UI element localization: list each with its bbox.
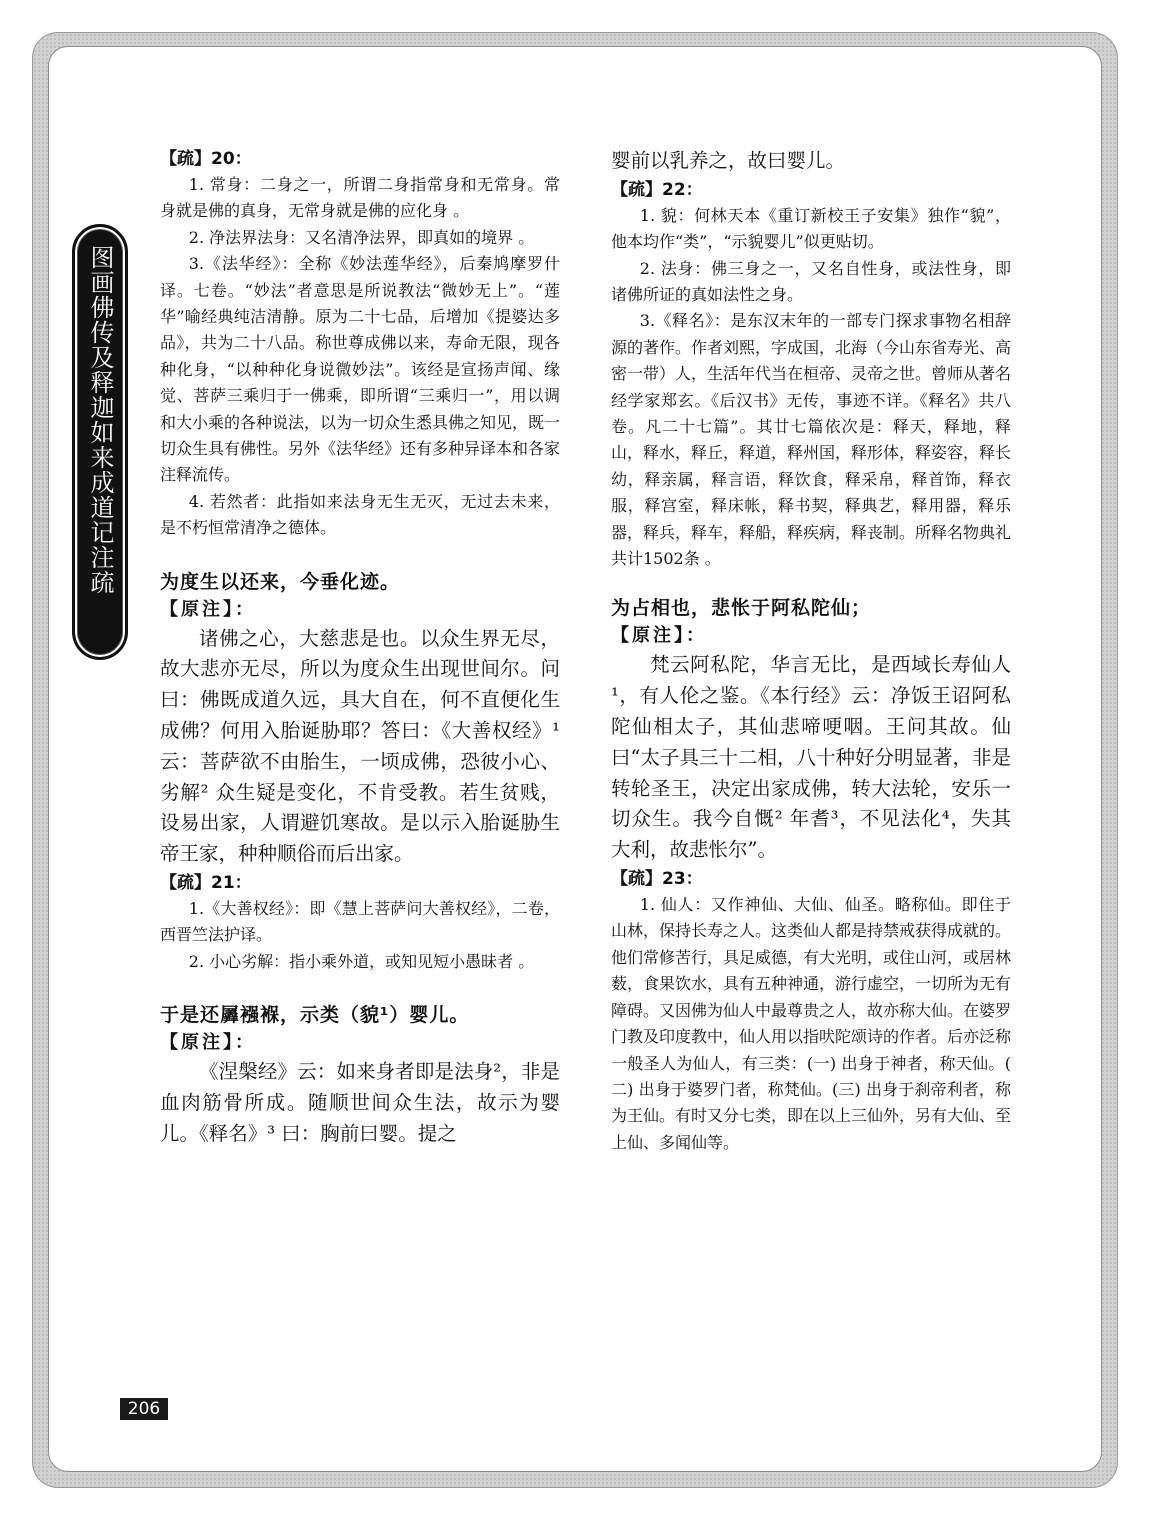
- annotation-22-2: 2. 法身：佛三身之一，又名自性身，或法性身，即诸佛所证的真如法性之身。: [611, 258, 1011, 305]
- verse-heading-2: 于是还羼襁褓，示类（貌¹）婴儿。: [160, 1004, 470, 1027]
- original-note-label-3: 【原注】：: [611, 625, 707, 647]
- annotation-20-4: 4. 若然者：此指如来法身无生无灭，无过去未来，是不朽恒常清净之德体。: [160, 491, 560, 538]
- annotation-20-2: 2. 净法界法身：又名清净法界，即真如的境界 。: [188, 227, 535, 247]
- page-number: 206: [120, 1398, 168, 1420]
- original-note-body-1: 诸佛之心，大慈悲是也。以众生界无尽，故大悲亦无尽，所以为度众生出现世间尔。问曰：佛既成道久远，具大自在，何不直便化生成佛？何用入胎诞胁耶？答曰：《大善权经》¹ 云：菩萨欲不由胎生，一顷成佛，恐彼小心、劣解² 众生疑是变化，不肯受教。若生贫贱，设易出家，人谓避饥寒故。是以示入胎诞胁生帝王家，种种顺俗而后出家。: [160, 626, 560, 866]
- left-column: [160, 146, 560, 1150]
- original-note-body-2: 《涅槃经》云：如来身者即是法身²，非是血肉筋骨所成。随顺世间众生法，故示为婴儿。《释名》³ 曰：胸前曰婴。提之: [160, 1060, 560, 1145]
- original-note-label-2: 【原注】：: [160, 1032, 256, 1054]
- annotation-22-label: 【疏】22：: [611, 179, 703, 200]
- annotation-23-1: 1. 仙人：又作神仙、大仙、仙圣。略称仙。即住于山林，保持长寿之人。这类仙人都是持禁戒获得成就的。他们常修苦行，具足威德，有大光明，或住山河，或居林薮，食果饮水，具有五种神通，游行虚空，一切所为无有障碍。又因佛为仙人中最尊贵之人，故亦称大仙。在婆罗门教及印度教中，仙人用以指吠陀颂诗的作者。后亦泛称一般圣人为仙人，有三类：(一) 出身于神者，称天仙。( 二) 出身于婆罗门者，称梵仙。(三) 出身于刹帝利者，称为王仙。有时又分七类，即在以上三仙外，另有大仙、至上仙、多闻仙等。: [611, 895, 1012, 1152]
- annotation-23-label: 【疏】23：: [611, 869, 703, 890]
- annotation-20-3: 3.《法华经》：全称《妙法莲华经》，后秦鸠摩罗什译。七卷。“妙法”者意思是所说教法“微妙无上”。“莲华”喻经典纯洁清静。原为二十七品，后增加《提婆达多品》，共为二十八品。称世尊成佛以来，寿命无限，现各种化身，“以种种化身说微妙法”。该经是宣扬声闻、缘觉、菩萨三乘归于一佛乘，即所谓“三乘归一”，用以调和大小乘的各种说法，以为一切众生悉具佛之知见，既一切众生具有佛性。另外《法华经》还有多种异译本和各家注释流传。: [160, 254, 561, 485]
- original-note-label-1: 【原注】：: [160, 598, 256, 620]
- annotation-21-1: 1.《大善权经》：即《慧上菩萨问大善权经》，二卷，西晋竺法护译。: [160, 899, 560, 945]
- original-note-body-3: 梵云阿私陀，华言无比，是西域长寿仙人¹，有人伦之鉴。《本行经》云：净饭王诏阿私陀仙相太子，其仙悲啼哽咽。王问其故。仙曰“太子具三十二相，八十种好分明显著，非是转轮圣王，决定出家成佛，转大法轮，安乐一切众生。我今自慨² 年耆³，不见法化⁴，失其大利，故悲怅尔”。: [611, 653, 1011, 862]
- right-column: [611, 146, 1011, 1156]
- original-note-continuation: 婴前以乳养之，故曰婴儿。: [611, 149, 846, 172]
- annotation-21-2: 2. 小心劣解：指小乘外道，或知见短小愚昧者 。: [188, 951, 535, 971]
- book-title: 图画佛传及释迦如来成道记注疏: [86, 245, 114, 595]
- verse-heading-3: 为占相也，悲怅于阿私陀仙；: [611, 597, 872, 620]
- annotation-20-1: 1. 常身：二身之一，所谓二身指常身和无常身。常身就是佛的真身，无常身就是佛的应化身 。: [160, 175, 560, 221]
- annotation-22-3: 3.《释名》：是东汉末年的一部专门探求事物名相辞源的著作。作者刘熙，字成国，北海（今山东省寿光、高密一带）人，生活年代当在桓帝、灵帝之世。曾师从著名经学家郑玄。《后汉书》无传，事迹不详。《释名》共八卷。凡二十七篇”。其廿七篇依次是：释天，释地，释山，释水，释丘，释道，释州国，释形体，释姿容，释长幼，释亲属，释言语，释饮食，释采帛，释首饰，释衣服，释宫室，释床帐，释书契，释典艺，释用器，释乐器，释兵，释车，释船，释疾病，释丧制。所释名物典礼共计1502条 。: [611, 311, 1012, 569]
- annotation-20-label: 【疏】20：: [160, 149, 252, 169]
- annotation-22-1: 1. 貌：何林天本《重订新校王子安集》独作“貌”，他本均作“类”，“示貌婴儿”似更贴切。: [611, 205, 1011, 252]
- verse-heading-1: 为度生以还来，今垂化迹。: [160, 570, 401, 593]
- book-title-banner: [72, 224, 128, 660]
- annotation-21-label: 【疏】21：: [160, 873, 252, 894]
